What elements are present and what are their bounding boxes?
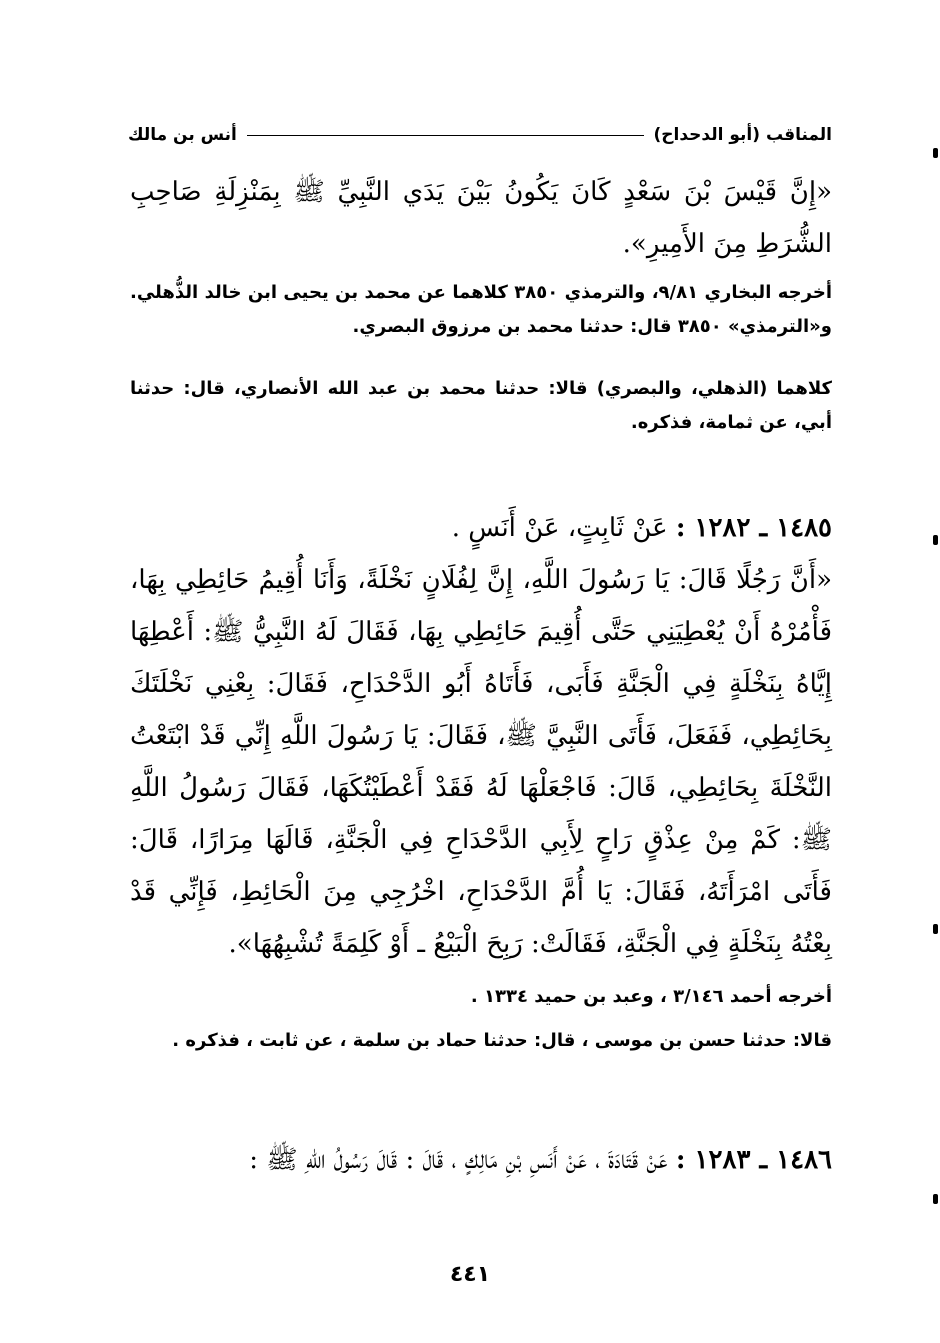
takhrij-ahmad (130, 980, 832, 1014)
hadith-1485-text: «أَنَّ رَجُلًا قَالَ: يَا رَسُولَ اللَّهِ، إِنَّ لِفُلَانٍ نَخْلَةً، وَأَنَا أُقِيمُ حَائِطِي بِهَا، فَأْمُرْهُ أَنْ يُعْطِيَنِي حَتَّى أُقِيمَ حَائِطِي بِهَا، فَقَالَ لَهُ النَّبِيُّ ﷺ: أَعْطِهَا إِيَّاهُ بِنَخْلَةٍ فِي الْجَنَّةِ فَأَبَى، فَأَتَاهُ أَبُو الدَّحْدَاحِ، فَقَالَ: بِعْنِي نَخْلَتَكَ بِحَائِطِي، فَفَعَلَ، فَأَتَى النَّبِيَّ ﷺ، فَقَالَ: يَا رَسُولَ اللَّهِ إِنِّي قَدْ ابْتَعْتُ النَّخْلَةَ بِحَائِطِي، قَالَ: فَاجْعَلْهَا لَهُ فَقَدْ أَعْطَيْتُكَهَا، فَقَالَ رَسُولُ اللَّهِ ﷺ: كَمْ مِنْ عِذْقٍ رَاحٍ لِأَبِي الدَّحْدَاحِ فِي الْجَنَّةِ، قَالَهَا مِرَارًا، قَالَ: فَأَتَى امْرَأَتَهُ، فَقَالَ: يَا أُمَّ الدَّحْدَاحِ، اخْرُجِي مِنَ الْحَائِطِ، فَإِنِّي قَدْ بِعْتُهُ بِنَخْلَةٍ فِي الْجَنَّةِ، فَقَالَتْ: رَبِحَ الْبَيْعُ ـ أَوْ كَلِمَةً تُشْبِهُهَا». (130, 565, 833, 959)
takhrij-chain-thabit-text: قالا: حدثنا حسن بن موسى ، قال: حدثنا حماد بن سلمة ، عن ثابت ، فذكره . (172, 1030, 832, 1051)
scan-edge-mark (933, 924, 938, 934)
scan-edge-mark (933, 535, 938, 545)
hadith-number: ١٤٨٦ ـ ١٢٨٣ : (675, 1145, 832, 1175)
scan-edge-mark (933, 148, 938, 158)
takhrij-bukhari-text: أخرجه البخاري ٩/٨١، والترمذي ٣٨٥٠ كلاهما عن محمد بن يحيى ابن خالد الذُّهلي. و«الترمذي» ٣٨٥٠ قال: حدثنا محمد بن مرزوق البصري. (130, 282, 832, 337)
page-number: ٤٤١ (449, 1262, 491, 1287)
hadith-1486-text (130, 1134, 832, 1186)
hadith-number: ١٤٨٥ ـ ١٢٨٢ : (675, 513, 832, 543)
takhrij-chain-ansari-text: كلاهما (الذهلي، والبصري) قالا: حدثنا محمد بن عبد الله الأنصاري، قال: حدثنا أبي، عن ثمامة، فذكره. (130, 378, 832, 433)
hadith-1485 (130, 502, 832, 970)
header-section-title: المناقب (أبو الدحداح) (653, 125, 832, 145)
hadith-1485-heading (130, 502, 832, 554)
header-chapter-title: أنس بن مالك (128, 125, 237, 145)
takhrij-bukhari (130, 276, 832, 344)
hadith-qays-text: «إِنَّ قَيْسَ بْنَ سَعْدٍ كَانَ يَكُونُ بَيْنَ يَدَي النَّبِيِّ ﷺ بِمَنْزِلَةِ صَاحِبِ الشُّرَطِ مِنَ الأَمِيرِ». (130, 177, 832, 259)
hadith-1486 (130, 1134, 832, 1186)
header-rule (247, 135, 644, 136)
hadith-isnad: عَنْ ثَابِتٍ، عَنْ أَنَسٍ . (451, 513, 668, 543)
scan-edge-mark (933, 1194, 938, 1204)
takhrij-chain-thabit (130, 1024, 832, 1058)
hadith-text-qays (130, 166, 832, 270)
takhrij-ahmad-text: أخرجه أحمد ٣/١٤٦ ، وعبد بن حميد ١٣٣٤ . (470, 986, 832, 1007)
takhrij-chain-ansari (130, 372, 832, 440)
running-header (128, 120, 832, 150)
hadith-1486-body: عَنْ قَتَادَةَ ، عَنْ أَنَسِ بْنِ مَالِكٍ ، قَالَ : قَالَ رَسُولُ اللهِ ﷺ : (249, 1145, 668, 1175)
